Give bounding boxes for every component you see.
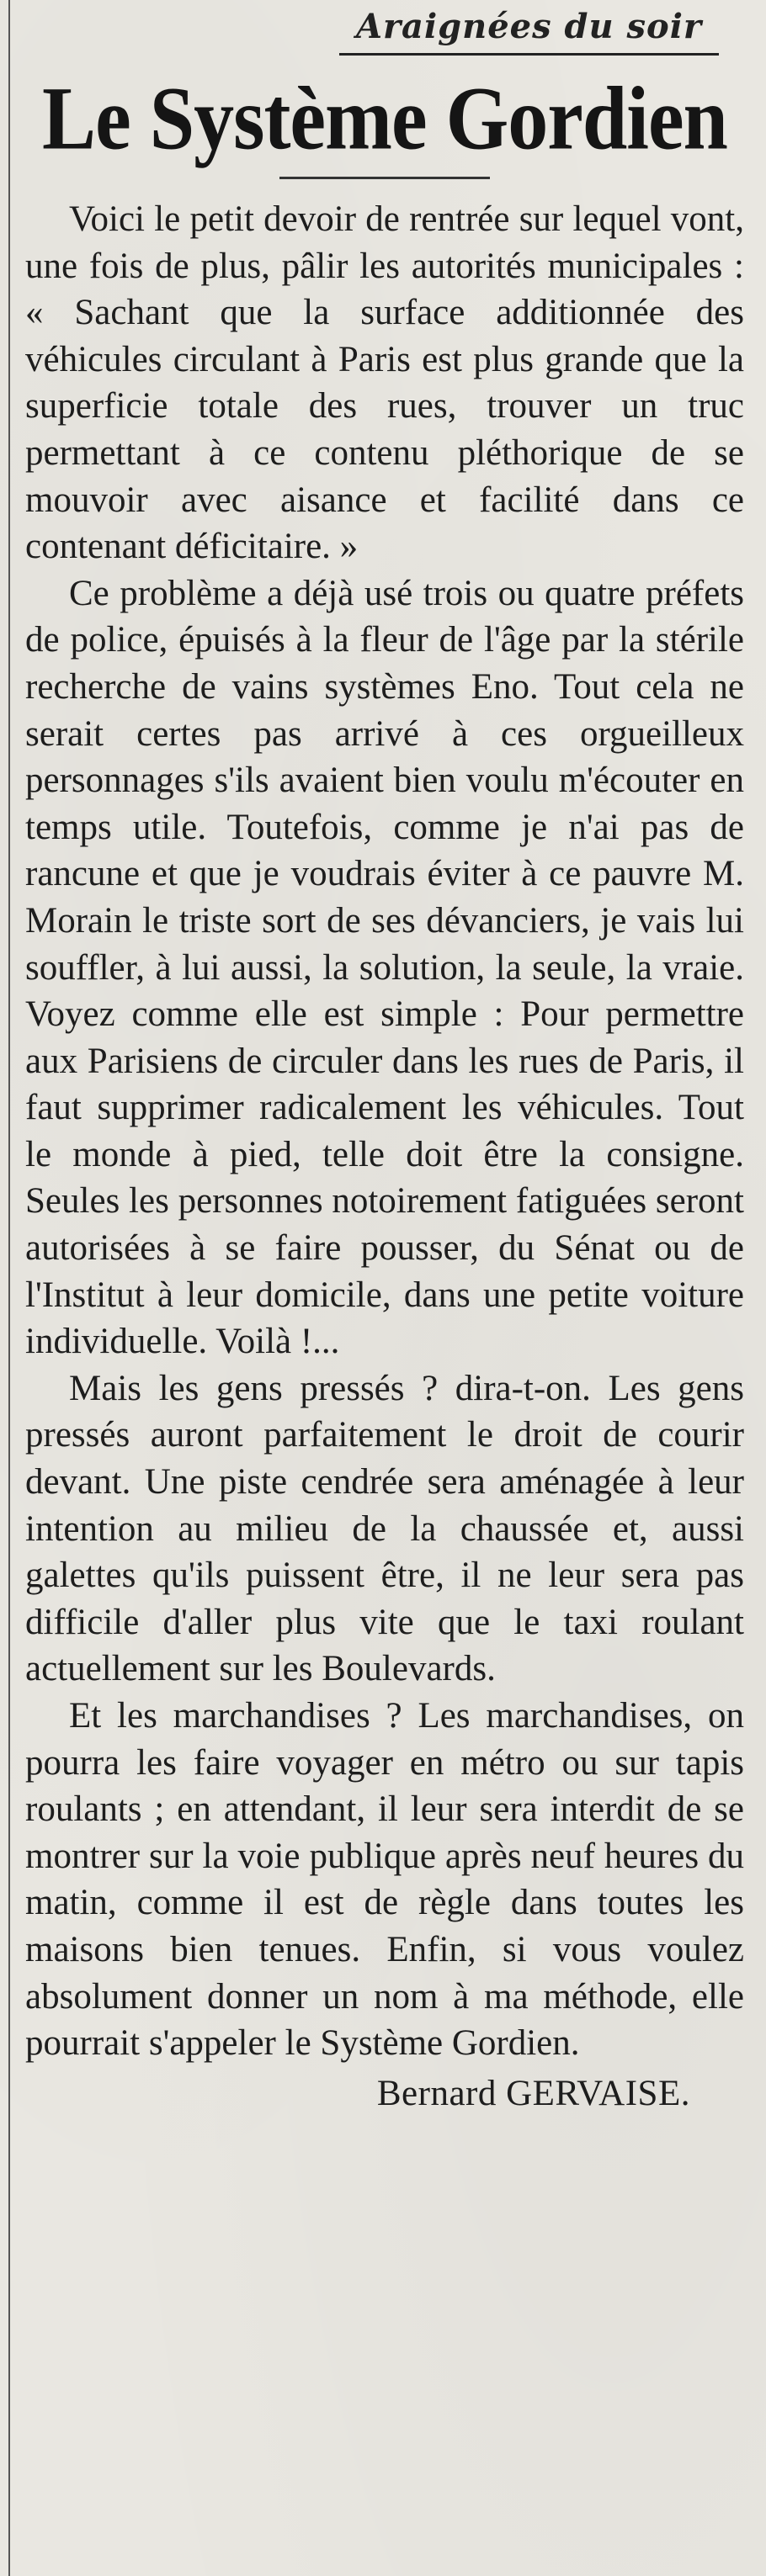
article-paragraph-4: Et les marchandises ? Les marchandises, on pourra les faire voyager en métro ou sur tapis roulants ; en attendant, il leur sera interdit de se montrer sur la voie publique après neuf heures du matin, comme il est de règle dans toutes les maisons bien tenues. Enfin, si vous voulez absolument donner un nom à ma méthode, elle pourrait s'appeler le Système Gordien. [25, 1696, 744, 2064]
rubric-title: Araignées du soir [339, 5, 719, 56]
author-signature: Bernard GERVAISE. [376, 2073, 690, 2113]
article-paragraph-2: Ce problème a déjà usé trois ou quatre préfets de police, épuisés à la fleur de l'âge par la stérile recherche de vains systèmes Eno. Tout cela ne serait certes pas arrivé à ces orgueilleux personnages s'ils avaient bien voulu m'écouter en temps utile. Toutefois, comme je n'ai pas de rancune et que je voudrais éviter à ce pauvre M. Morain le triste sort de ses dévanciers, je vais lui souffler, à lui aussi, la solution, la seule, la vraie. Voyez comme elle est simple : Pour permettre aux Parisiens de circuler dans les rues de Paris, il faut supprimer radicalement les véhicules. Tout le monde à pied, telle doit être la consigne. Seules les personnes notoirement fatiguées seront autorisées à se faire pousser, du Sénat ou de l'Institut à leur domicile, dans une petite voiture individuelle. Voilà !... [25, 573, 744, 1362]
title-divider [279, 177, 490, 179]
article-paragraph-3: Mais les gens pressés ? dira-t-on. Les gens pressés auront parfaitement le droit de courir devant. Une piste cendrée sera aménagée à leur intention au milieu de la chaussée et, aussi galettes qu'ils puissent être, il ne leur sera pas difficile d'aller plus vite que le taxi roulant actuellement sur les Boulevards. [25, 1368, 744, 1689]
article-body [25, 196, 744, 2067]
article-title: Le Système Gordien [42, 67, 727, 169]
column-rule [8, 0, 10, 2576]
article-paragraph-1: Voici le petit devoir de rentrée sur lequel vont, une fois de plus, pâlir les autorités municipales : « Sachant que la surface additionnée des véhicules circulant à Paris est plus grande que la superficie totale des rues, trouver un truc permettant à ce contenu pléthorique de se mouvoir avec aisance et facilité dans ce contenant déficitaire. » [25, 199, 744, 567]
rubric-header [25, 0, 744, 56]
